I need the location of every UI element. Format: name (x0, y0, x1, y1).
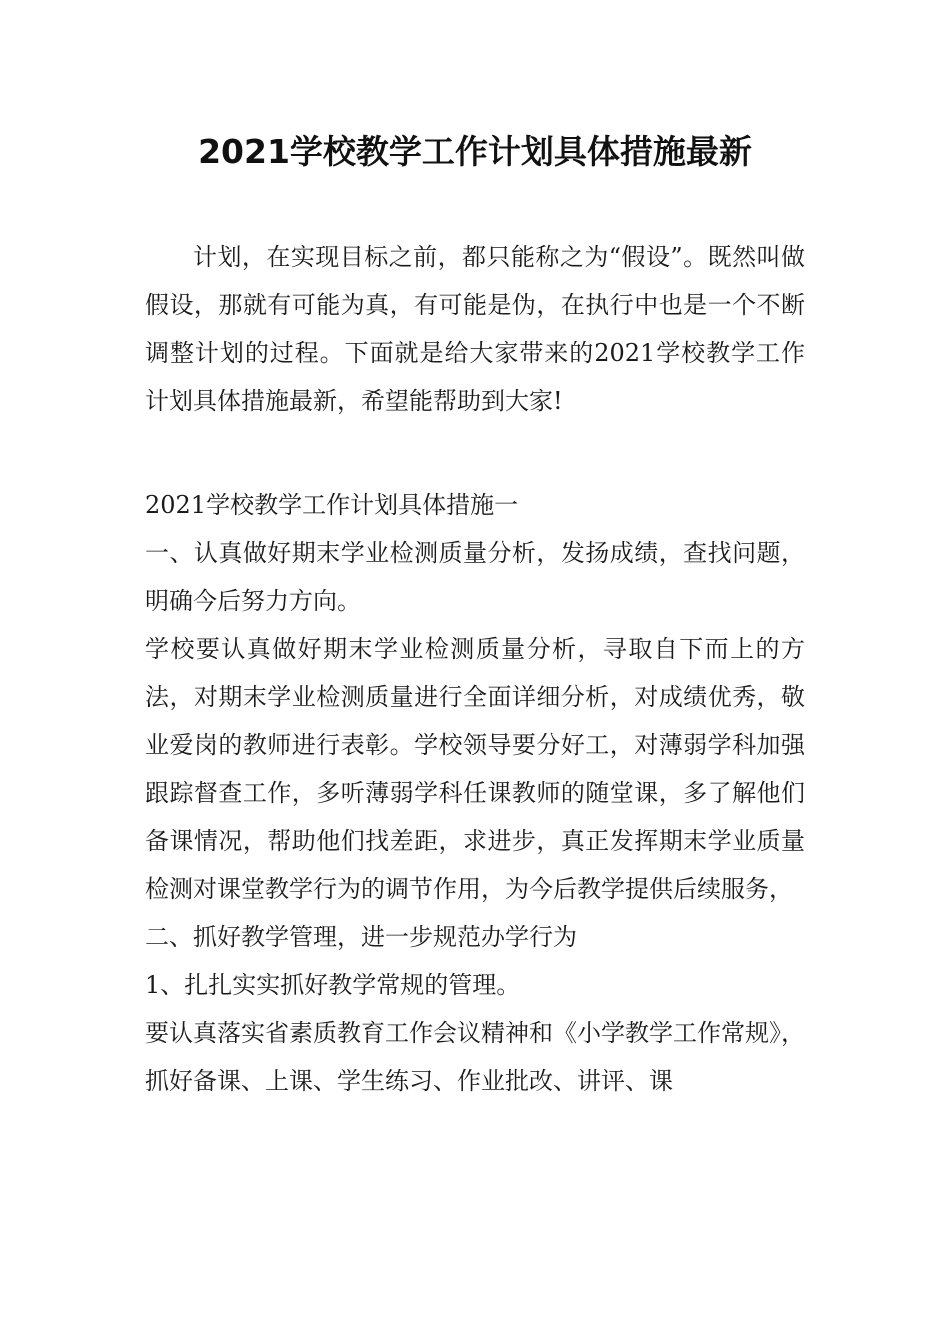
section-heading: 2021学校教学工作计划具体措施一 (145, 491, 519, 519)
subsection-heading: 一、认真做好期末学业检测质量分析，发扬成绩，查找问题，明确今后努力方向。 (145, 539, 805, 615)
subsection-heading: 二、抓好教学管理，进一步规范办学行为 (145, 923, 577, 951)
document-body (145, 481, 805, 1105)
body-paragraph: 学校要认真做好期末学业检测质量分析，寻取自下而上的方法，对期末学业检测质量进行全面详细分析，对成绩优秀，敬业爱岗的教师进行表彰。学校领导要分好工，对薄弱学科加强跟踪督查工作，多听薄弱学科任课教师的随堂课，多了解他们备课情况，帮助他们找差距，求进步，真正发挥期末学业质量检测对课堂教学行为的调节作用，为今后教学提供后续服务， (145, 635, 805, 903)
document-title: 2021学校教学工作计划具体措施最新 (198, 132, 752, 171)
list-item-heading: 1、扎扎实实抓好教学常规的管理。 (145, 971, 521, 999)
body-paragraph: 要认真落实省素质教育工作会议精神和《小学教学工作常规》，抓好备课、上课、学生练习、作业批改、讲评、课 (145, 1019, 805, 1095)
intro-paragraph: 计划，在实现目标之前，都只能称之为“假设”。既然叫做假设，那就有可能为真，有可能是伪，在执行中也是一个不断调整计划的过程。下面就是给大家带来的2021学校教学工作计划具体措施最新，希望能帮助到大家! (145, 243, 805, 415)
